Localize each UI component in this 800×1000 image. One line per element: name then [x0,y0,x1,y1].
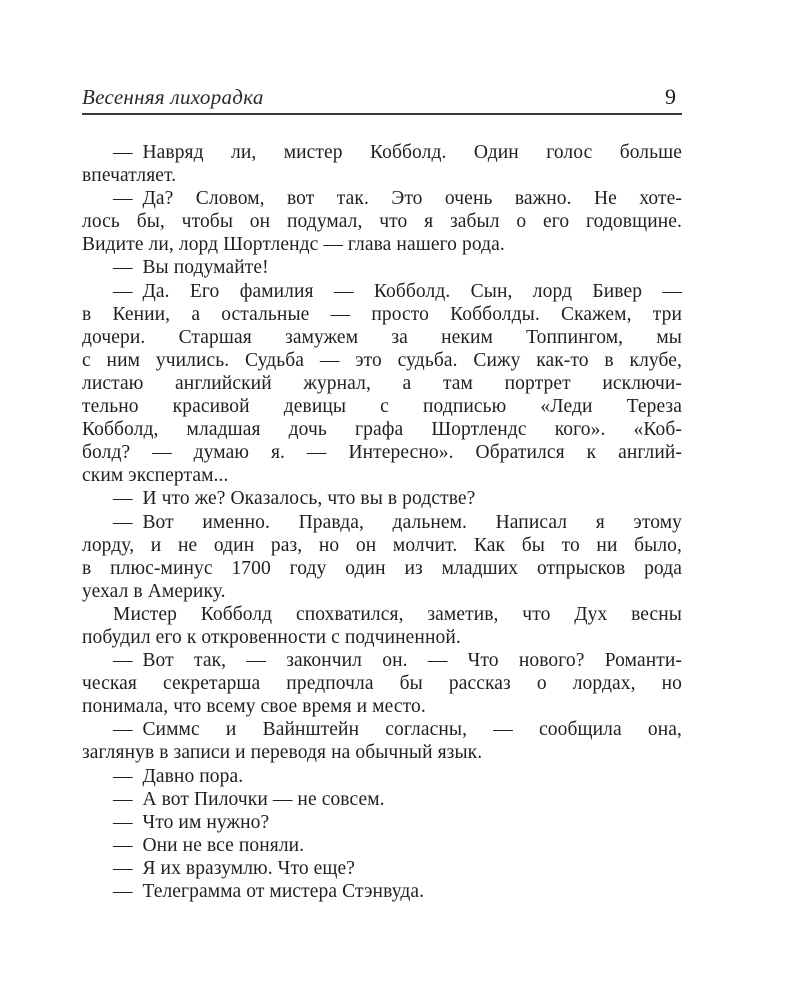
text-line: — Что им нужно? [113,811,270,833]
text-line: Мистер Кобболд спохватился, заметив, что Дух весны [113,603,682,625]
text-line: побудил его к откровенности с подчиненной. [82,626,461,648]
paragraph [82,649,682,718]
paragraph [82,603,682,649]
text-line: — И что же? Оказалось, что вы в родстве? [113,488,476,510]
paragraph [82,765,682,788]
text-line: — Телеграмма от мистера Стэнвуда. [113,881,425,902]
text-line: лорду, и не один раз, но он молчит. Как бы то ни было, [82,534,682,556]
text-line: понимала, что всему свое время и место. [82,696,426,718]
page-number: 9 [665,84,676,109]
text-line: — Симмс и Вайнштейн согласны, — сообщила она, [113,719,682,741]
paragraph [82,834,682,857]
text-line: — Вот именно. Правда, дальнем. Написал я этому [113,511,682,533]
text-line: — Они не все поняли. [113,834,305,856]
text-line: — Навряд ли, мистер Кобболд. Один голос больше [113,142,682,163]
paragraph [82,487,682,510]
text-line: — Давно пора. [113,765,244,787]
paragraph [82,811,682,834]
text-line: — Вот так, — закончил он. — Что нового? Романти- [113,650,682,672]
paragraph [82,880,682,903]
text-line: Видите ли, лорд Шортлендс — глава нашего рода. [82,234,505,256]
text-line: тельно красивой девицы с подписью «Леди Тереза [82,396,682,418]
text-line: — Я их вразумлю. Что еще? [113,857,356,879]
text-line: — Да? Словом, вот так. Это очень важно. Не хоте- [113,188,682,210]
paragraph [82,718,682,764]
page-header [82,84,682,115]
text-line: — А вот Пилочки — не совсем. [113,788,385,810]
text-line: листаю английский журнал, а там портрет исключи- [82,372,682,394]
text-line: ческая секретарша предпочла бы рассказ о лордах, но [82,673,682,695]
text-line: — Вы подумайте! [113,257,269,279]
paragraph [82,141,682,187]
paragraph [82,256,682,279]
text-line: в Кении, а остальные — просто Кобболды. Скажем, три [82,303,682,325]
text-line: Кобболд, младшая дочь графа Шортлендс кого». «Коб- [82,419,682,441]
text-line: дочери. Старшая замужем за неким Топпингом, мы [82,326,682,348]
text-line: болд? — думаю я. — Интересно». Обратился к англий- [82,442,682,464]
paragraph [82,280,682,488]
paragraph [82,857,682,880]
text-line: заглянув в записи и переводя на обычный язык. [82,742,483,764]
text-line: ским экспертам... [82,465,229,487]
page-body [82,141,682,903]
running-title: Весенняя лихорадка [82,85,264,109]
text-line: уехал в Америку. [82,580,226,602]
text-line: лось бы, чтобы он подумал, что я забыл о его годовщине. [82,211,682,233]
paragraph [82,788,682,811]
paragraph [82,187,682,256]
text-line: в плюс-минус 1700 году один из младших отпрысков рода [82,557,682,579]
text-line: — Да. Его фамилия — Кобболд. Сын, лорд Бивер — [113,280,682,302]
text-line: впечатляет. [82,165,177,187]
paragraph [82,511,682,603]
text-line: с ним учились. Судьба — это судьба. Сижу как-то в клубе, [82,349,682,371]
